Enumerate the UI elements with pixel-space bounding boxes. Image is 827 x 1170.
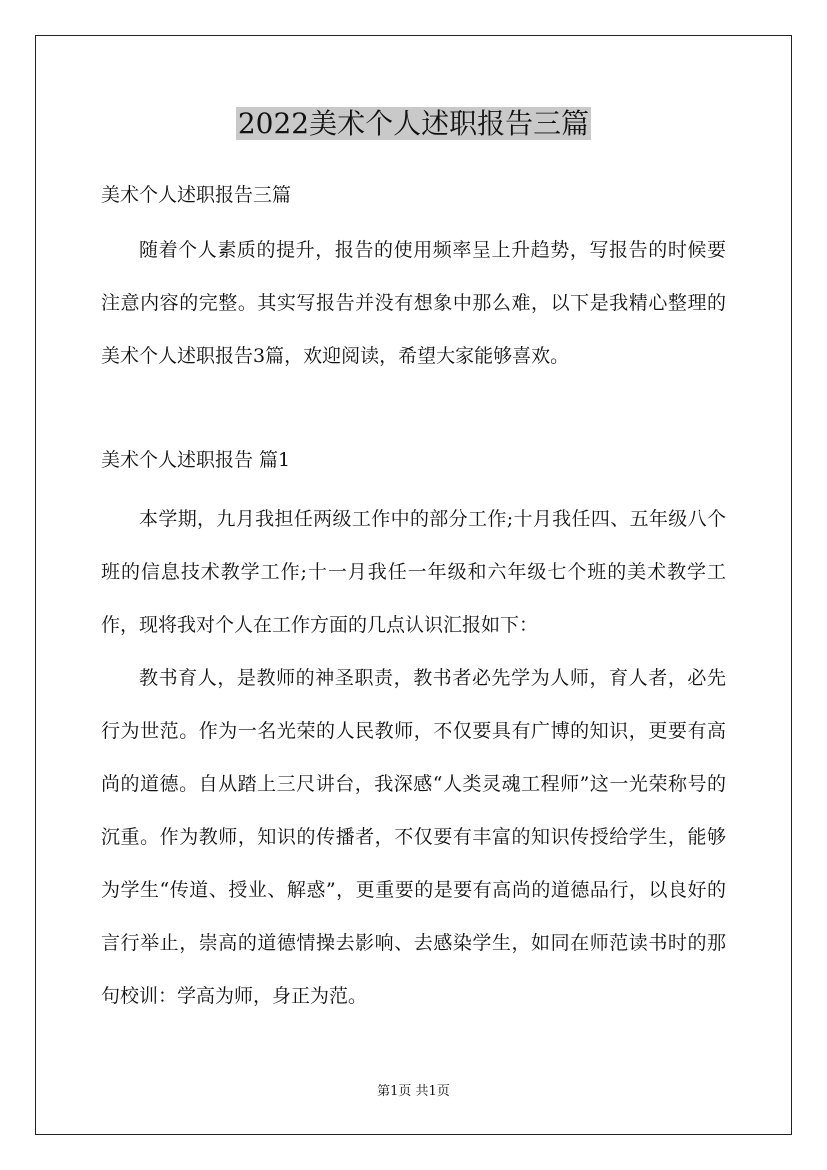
document-subtitle: 美术个人述职报告三篇 (101, 184, 292, 206)
section-paragraph-1: 本学期，九月我担任两级工作中的部分工作;十月我任四、五年级八个班的信息技术教学工作;十一月我任一年级和六年级七个班的美术教学工作，现将我对个人在工作方面的几点认识汇报如下： (101, 508, 726, 636)
document-body (101, 176, 726, 1023)
document-title (0, 104, 827, 144)
section-paragraph-2: 教书育人，是教师的神圣职责，教书者必先学为人师，育人者，必先行为世范。作为一名光荣的人民教师，不仅要具有广博的知识，更要有高尚的道德。自从踏上三尺讲台，我深感“人类灵魂工程师”这一光荣称号的沉重。作为教师，知识的传播者，不仅要有丰富的知识传授给学生，能够为学生“传道、授业、解惑”，更重要的是要有高尚的道德品行，以良好的言行举止，崇高的道德情操去影响、去感染学生，如同在师范读书时的那句校训：学高为师，身正为范。 (101, 667, 726, 1007)
intro-paragraph: 随着个人素质的提升，报告的使用频率呈上升趋势，写报告的时候要注意内容的完整。其实写报告并没有想象中那么难，以下是我精心整理的美术个人述职报告3篇，欢迎阅读，希望大家能够喜欢。 (101, 239, 726, 367)
section-heading: 美术个人述职报告 篇1 (101, 449, 291, 471)
document-title-text: 2022美术个人述职报告三篇 (237, 107, 590, 140)
page-number-footer: 第1页 共1页 (377, 1084, 450, 1099)
